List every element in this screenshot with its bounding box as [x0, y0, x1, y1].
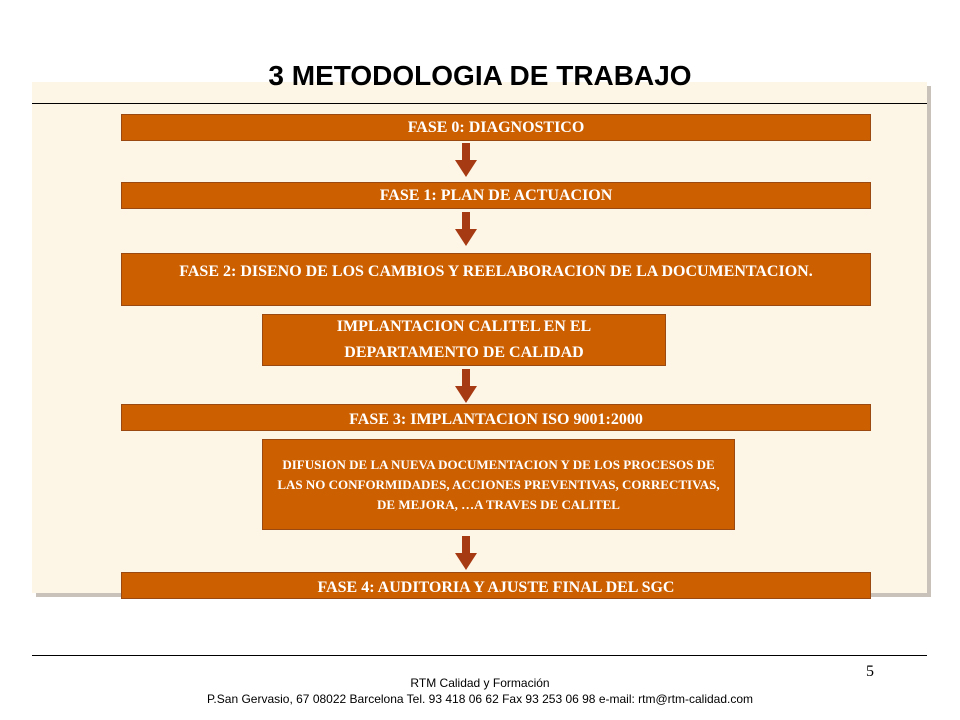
footer-contact: P.San Gervasio, 67 08022 Barcelona Tel. 93 418 06 62 Fax 93 253 06 98 e-mail: rtm@rtm-calidad.com: [206, 692, 754, 706]
footer-company: RTM Calidad y Formación: [410, 676, 550, 690]
phase-3-box: FASE 3: IMPLANTACION ISO 9001:2000: [121, 404, 871, 431]
phase-1-box: FASE 1: PLAN DE ACTUACION: [121, 182, 871, 209]
phase-2-box: FASE 2: DISENO DE LOS CAMBIOS Y REELABORACION DE LA DOCUMENTACION.: [121, 253, 871, 306]
arrow-down-icon: [455, 536, 477, 570]
arrow-down-icon: [455, 143, 477, 177]
phase-3-subtask-box: DIFUSION DE LA NUEVA DOCUMENTACION Y DE LOS PROCESOS DE LAS NO CONFORMIDADES, ACCIONES PREVENTIVAS, CORRECTIVAS, DE MEJORA, …A TRAVES DE CALITEL: [262, 439, 735, 530]
page-title: 3 METODOLOGIA DE TRABAJO: [268, 60, 692, 91]
phase-0-box: FASE 0: DIAGNOSTICO: [121, 114, 871, 141]
footer-rule: [32, 655, 927, 656]
arrow-down-icon: [455, 212, 477, 246]
arrow-down-icon: [455, 369, 477, 403]
phase-4-box: FASE 4: AUDITORIA Y AJUSTE FINAL DEL SGC: [121, 572, 871, 599]
page-number: 5: [866, 663, 874, 680]
title-rule: [32, 103, 927, 104]
phase-2-subtask-box: IMPLANTACION CALITEL EN EL DEPARTAMENTO DE CALIDAD: [262, 314, 666, 366]
